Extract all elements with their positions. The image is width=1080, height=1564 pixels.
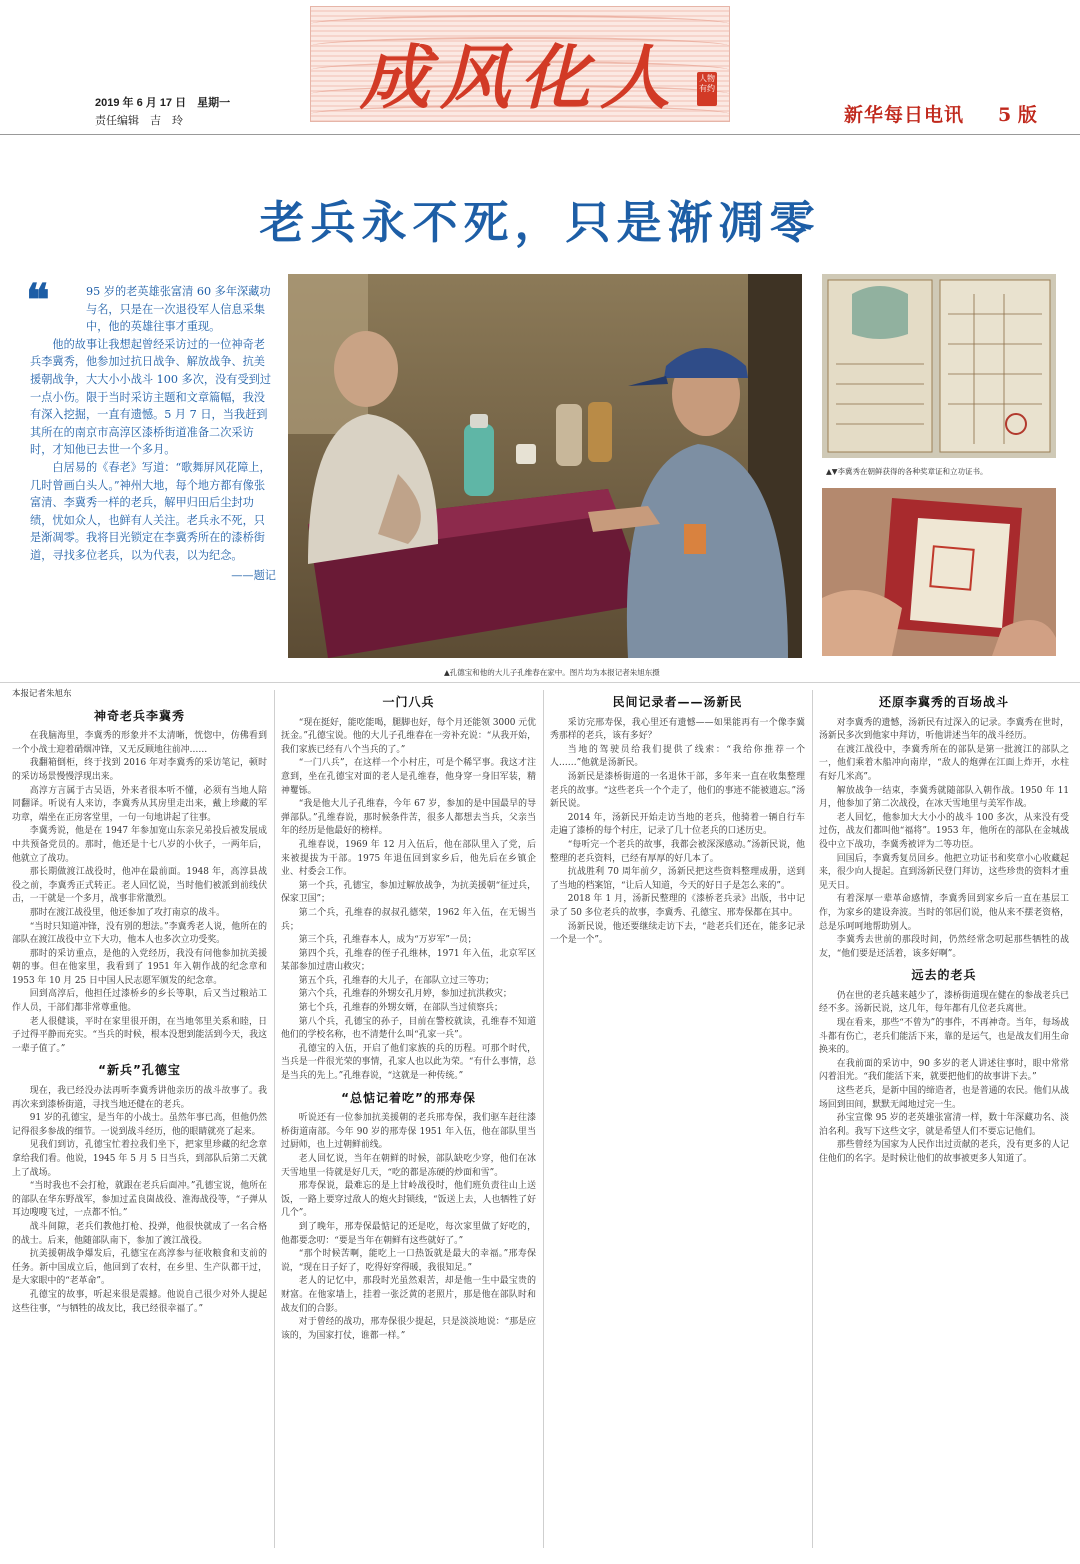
article-paragraph: 现在看来，那些“不曾为”的事件，不再神奇。当年，每场战斗都有伤亡，老兵们能活下来，靠的是运气，也是战友们用生命换来的。 xyxy=(819,1018,1069,1056)
article-paragraph: 在渡江战役中，李冀秀所在的部队是第一批渡江的部队之一，他们乘着木船冲向南岸，“敌人的炮弹在江面上炸开，水柱有好几米高”。 xyxy=(819,744,1069,782)
article-paragraph: 那时的采访重点，是他的入党经历，我没有问他参加抗美援朝的事。但在他家里，我看到了 1951 年入朝作战的纪念章和 1953 年 10 月 25 日中国人民志愿军颁发的纪念章。 xyxy=(12,948,267,986)
note-paragraph: 95 岁的老英雄张富清 60 多年深藏功与名，只是在一次退役军人信息采集中，他的英雄往事才重现。 xyxy=(86,285,271,334)
article-paragraph: 第一个兵，孔德宝，参加过解放战争，为抗美援朝“征过兵，保家卫国”； xyxy=(281,880,536,905)
certificate-photo xyxy=(822,274,1056,458)
article-paragraph: 回到高淳后，他担任过漆桥乡的乡长等职，后又当过粮站工作人员，干部们都非常尊重他。 xyxy=(12,989,267,1014)
masthead-rule xyxy=(0,134,1080,135)
article-paragraph: “每听完一个老兵的故事，我都会被深深感动。”汤新民说，他整理的老兵资料，已经有厚厚的好几本了。 xyxy=(550,839,805,864)
article-paragraph: 第七个兵，孔维春的外甥女婿，在部队当过侦察兵； xyxy=(298,1003,503,1014)
article-paragraph: 2018 年 1 月，汤新民整理的《漆桥老兵录》出版，书中记录了 50 多位老兵的故事，李冀秀、孔德宝、邢寿保都在其中。 xyxy=(550,894,805,918)
article-paragraph: 解放战争一结束，李冀秀就随部队入朝作战。1950 年 11 月，他参加了第二次战役，在冰天雪地里与美军作战。 xyxy=(819,785,1069,810)
section-heading: 一门八兵 xyxy=(382,695,435,709)
article-paragraph: “那个时候苦啊，能吃上一口热饭就是最大的幸福。”邢寿保说，“现在日子好了，吃得好穿得暖，我很知足。” xyxy=(281,1249,536,1273)
article-paragraph: 李冀秀说，他是在 1947 年参加宽山东亲兄弟投后被发展成中共预备党员的。那时，他还是十七八岁的小伙子，一两年后，他就立了战功。 xyxy=(12,826,267,864)
article-paragraph: 那时在渡江战役里，他还参加了攻打南京的战斗。 xyxy=(29,907,226,918)
article-paragraph: “当时我也不会打枪，就跟在老兵后面冲。”孔德宝说，他所在的部队在华东野战军，参加过孟良崮战役、淮海战役等，“子弹从耳边嗖嗖飞过，一点都不怕。” xyxy=(12,1181,267,1219)
note-signature: ——题记 xyxy=(231,568,276,582)
article-paragraph: 第八个兵，孔德宝的孙子，目前在警校就读，孔维春不知道他们的学校名称，也不清楚什么叫“孔家一兵”。 xyxy=(281,1016,536,1041)
article-paragraph: 听说还有一位参加抗美援朝的老兵邢寿保，我们驱车赶往漆桥街道南部。今年 90 岁的邢寿保 1951 年入伍，他在部队里当过厨师，也上过朝鲜前线。 xyxy=(281,1113,536,1151)
article-paragraph: 我翻箱倒柜，终于找到 2016 年对李冀秀的采访笔记，顿时的采访场景慢慢浮现出来。 xyxy=(12,758,267,782)
section-seal: 人物有约 xyxy=(697,72,717,106)
masthead xyxy=(0,0,1080,132)
article-paragraph: 抗战胜利 70 周年前夕，汤新民把这些资料整理成册，送到了当地的档案馆，“让后人知道，今天的好日子是怎么来的”。 xyxy=(550,867,805,891)
note-paragraph: 白居易的《春老》写道：“歌舞屏风花障上，几时曾画白头人。”神州大地，每个地方都有像张富清、李冀秀一样的老兵，解甲归田后尘封功绩，忧如众人，也鲜有人关注。老兵永不死，只是渐凋零。我将目光锁定在李冀秀所在的漆桥街道，寻找多位老兵，以为代表，以为纪念。 xyxy=(30,460,271,562)
page-number: 5 版 xyxy=(998,104,1037,126)
body-top-rule xyxy=(0,682,1080,683)
article-paragraph: 对李冀秀的遗憾，汤新民有过深入的记录。李冀秀在世时，汤新民多次到他家中拜访，听他讲述当年的战斗经历。 xyxy=(819,717,1069,742)
article-paragraph: 老人回忆说，当年在朝鲜的时候，部队缺吃少穿，他们在冰天雪地里一待就是好几天，“吃的都是冻硬的炒面和雪”。 xyxy=(281,1154,536,1178)
article-paragraph: 对于曾经的战功，邢寿保很少提起，只是淡淡地说：“那是应该的，为国家打仗，谁都一样。” xyxy=(281,1317,536,1341)
article-column-2 xyxy=(281,688,536,1548)
article-paragraph: 现在，我已经没办法再听李冀秀讲他亲历的战斗故事了。我再次来到漆桥街道，寻找当地还健在的老兵。 xyxy=(12,1086,267,1110)
note-paragraph: 他的故事让我想起曾经采访过的一位神奇老兵李冀秀，他参加过抗日战争、解放战争、抗美援朝战争，大大小小战斗 100 多次，没有受到过一点小伤。限于当时采访主题和文章篇幅，我没有深入挖掘，一直有遗憾。5 月 7 日，当我赶到其所在的南京市高淳区漆桥街道准备二次采访时，才知他已去世一个多月。 xyxy=(30,337,272,457)
article-paragraph: 91 岁的孔德宝，是当年的小战士。虽然年事已高，但他仍然记得很多参战的细节。一说到战斗经历，他的眼睛就亮了起来。 xyxy=(12,1113,267,1137)
article-paragraph: 第三个兵，孔维春本人，成为“万岁军”一员； xyxy=(298,935,477,946)
article-paragraph: 有着深厚一辈革命感情，李冀秀回到家乡后一直在基层工作，为家乡的建设奔波。当时的邻居们说，他从来不摆老资格，总是乐呵呵地帮助别人。 xyxy=(819,894,1069,932)
article-paragraph: 老人的记忆中，那段时光虽然艰苦，却是他一生中最宝贵的财富。在他家墙上，挂着一张泛黄的老照片，那是他在部队时和战友们的合影。 xyxy=(281,1276,536,1314)
page-headline: 老兵永不死，只是渐凋零 xyxy=(259,196,821,249)
article-paragraph: 这些老兵，是新中国的缔造者，也是普通的农民。他们从战场回到田间，默默无闻地过完一生。 xyxy=(819,1086,1069,1110)
article-paragraph: 第四个兵，孔维春的侄子孔维林，1971 年入伍，北京军区某部参加过唐山救灾； xyxy=(281,948,536,973)
article-paragraph: 老人回忆，他参加大大小小的战斗 100 多次，从来没有受过伤，战友们都叫他“福将”。1953 年，他所在的部队在金城战役中立下战功，李冀秀被评为二等功臣。 xyxy=(819,812,1069,850)
article-paragraph: 李冀秀去世前的那段时间，仍然经常念叨起那些牺牲的战友，“他们要是还活着，该多好啊”。 xyxy=(819,935,1069,959)
booklet-photo xyxy=(822,488,1056,656)
article-paragraph: 孔德宝的入伍，开启了他们家族的兵的历程。可那个时代，当兵是一件很光荣的事情，孔家人也以此为荣。“有什么事情，总是当兵的先上。”孔维春说，“这就是一种传统。” xyxy=(281,1043,536,1082)
article-paragraph: 到了晚年，邢寿保最惦记的还是吃，每次家里做了好吃的，他都要念叨：“要是当年在朝鲜有这些就好了。” xyxy=(281,1221,536,1246)
article-paragraph: “当时只知道冲锋，没有别的想法。”李冀秀老人说，他所在的部队在渡江战役中立下大功，他本人也多次立功受奖。 xyxy=(12,921,267,946)
article-paragraph: 高淳方言属于古吴语，外来者很本听不懂，必须有当地人陪同翻译。听说有人来访，李冀秀从其房里走出来，戴上珍藏的军功章，端坐在正房客堂里，一句一句地讲起了往事。 xyxy=(12,785,267,823)
article-column-1 xyxy=(12,688,267,1548)
article-paragraph: 第二个兵，孔维春的叔叔孔德荣，1962 年入伍，在无锡当兵； xyxy=(281,907,536,932)
article-paragraph: 战斗间隙，老兵们教他打枪、投弹，他很快就成了一名合格的战士。后来，他随部队南下，参加了渡江战役。 xyxy=(12,1221,267,1246)
editor-note xyxy=(26,275,276,584)
article-paragraph: 那长期做渡江战役时，他冲在最前面。1948 年，高淳县战役之前，李冀秀正式转正。老人回忆说，当时他们被派到前线伏击，一干就是一个多月，战事非常激烈。 xyxy=(12,867,267,905)
article-paragraph: 孔德宝的故事，听起来很是震撼。他说自己很少对外人提起这些往事，“与牺牲的战友比，我已经很幸福了。” xyxy=(12,1289,267,1314)
section-title: 成风化人 xyxy=(360,36,680,119)
article-paragraph: 第六个兵，孔维春的外甥女孔月婷，参加过抗洪救灾； xyxy=(298,989,512,1000)
column-divider xyxy=(543,690,544,1548)
article-paragraph: 采访完邢寿保，我心里还有遗憾——如果能再有一个像李冀秀那样的老兵，该有多好？ xyxy=(550,717,805,742)
responsible-editor: 责任编辑 吉 玲 xyxy=(95,115,183,127)
article-paragraph: 在我脑海里，李冀秀的形象并不太清晰，恍惚中，仿佛看到一个小战士迎着硝烟冲锋，又无反顾地往前冲…… xyxy=(12,731,267,755)
article-paragraph: 回国后，李冀秀复员回乡。他把立功证书和奖章小心收藏起来，很少向人提起。直到汤新民登门拜访，这些珍贵的资料才重见天日。 xyxy=(819,853,1069,891)
article-paragraph: 邢寿保说，最难忘的是上甘岭战役时，他们班负责往山上送饭，一路上要穿过敌人的炮火封锁线，“饭送上去，人也牺牲了好几个”。 xyxy=(281,1181,536,1219)
article-paragraph: 第五个兵，孔维春的大儿子，在部队立过三等功； xyxy=(298,975,495,986)
main-photo-caption: ▲孔德宝和他的大儿子孔维春在家中。图片均为本报记者朱旭东摄 xyxy=(444,668,660,677)
article-paragraph: “我是他大儿子孔维春，今年 67 岁，参加的是中国最早的导弹部队。”孔维春说，那时候条件苦，很多人都想去当兵，父亲当年的经历是他最好的榜样。 xyxy=(281,799,536,837)
issue-date: 2019 年 6 月 17 日 星期一 xyxy=(95,97,231,109)
section-heading: 远去的老兵 xyxy=(911,968,977,983)
section-heading: 神奇老兵李冀秀 xyxy=(93,708,185,723)
main-photo xyxy=(288,274,802,658)
article-paragraph: 孙宝宣像 95 岁的老英雄张富清一样，数十年深藏功名、淡泊名利。我写下这些文字，就是希望人们不要忘记他们。 xyxy=(819,1113,1069,1137)
article-paragraph: 在我前面的采访中，90 多岁的老人讲述往事时，眼中常常闪着泪光。“我们能活下来，就要把他们的故事讲下去。” xyxy=(819,1058,1069,1083)
author-byline: 本报记者朱旭东 xyxy=(12,689,72,699)
article-paragraph: 汤新民是漆桥街道的一名退休干部，多年来一直在收集整理老兵的故事。“这些老兵一个个走了，他们的事迹不能被遗忘。”汤新民说。 xyxy=(550,771,805,810)
article-column-4 xyxy=(819,688,1069,1548)
article-paragraph: 老人很健谈，平时在家里很开朗，在当地邻里关系和睦，日子过得平静而充实。“当兵的时候，根本没想到能活到今天，我这一辈子值了。” xyxy=(12,1016,267,1054)
article-column-3 xyxy=(550,688,805,1548)
article-paragraph: 抗美援朝战争爆发后，孔德宝在高淳参与征收粮食和支前的任务。新中国成立后，他回到了农村，在乡里、生产队都干过，是大家眼中的“老革命”。 xyxy=(12,1249,267,1287)
section-heading: “新兵”孔德宝 xyxy=(98,1063,181,1078)
quote-mark-icon: ❝ xyxy=(26,275,50,326)
article-paragraph: 那些曾经为国家为人民作出过贡献的老兵，没有更多的人记住他们的名字。是时候让他们的故事被更多人知道了。 xyxy=(819,1140,1069,1164)
article-paragraph: “一门八兵”，在这样一个小村庄，可是个稀罕事。我这才注意到，坐在孔德宝对面的老人是孔维春，他身穿一身旧军装，精神矍铄。 xyxy=(281,758,536,796)
article-paragraph: “现在挺好，能吃能喝，腿脚也好，每个月还能领 3000 元优抚金。”孔德宝说。他的大儿子孔维春在一旁补充说：“从我开始，我们家族已经有八个当兵的了。” xyxy=(281,717,536,755)
section-heading: 还原李冀秀的百场战斗 xyxy=(878,695,1009,709)
section-heading: 民间记录者——汤新民 xyxy=(612,695,743,709)
certificate-caption: ▲▼李冀秀在朝鲜获得的各种奖章证和立功证书。 xyxy=(826,467,988,476)
column-divider xyxy=(274,690,275,1548)
article-paragraph: 孔维春说，1969 年 12 月入伍后，他在部队里入了党，后来被提拔为干部。1975 年退伍回到家乡后，他先后在乡镇企业、村委会工作。 xyxy=(281,839,536,878)
article-paragraph: 2014 年，汤新民开始走访当地的老兵，他骑着一辆自行车走遍了漆桥的每个村庄，记录了几十位老兵的口述历史。 xyxy=(550,812,805,837)
paper-name: 新华每日电讯 xyxy=(844,104,965,126)
article-paragraph: 仍在世的老兵越来越少了，漆桥街道现在健在的参战老兵已经不多。汤新民说，这几年，每年都有几位老兵离世。 xyxy=(819,990,1069,1015)
column-divider xyxy=(812,690,813,1548)
article-paragraph: 汤新民说，他还要继续走访下去，“趁老兵们还在，能多记录一个是一个”。 xyxy=(550,921,805,946)
section-heading: “总惦记着吃”的邢寿保 xyxy=(341,1090,476,1105)
article-paragraph: 当地的驾驶员给我们提供了线索：“我给你推荐一个人……”他就是汤新民。 xyxy=(550,744,805,769)
article-paragraph: 见我们到访，孔德宝忙着拉我们坐下，把家里珍藏的纪念章拿给我们看。他说，1945 年 5 月 5 日当兵，到部队后第二天就上了战场。 xyxy=(12,1140,267,1178)
